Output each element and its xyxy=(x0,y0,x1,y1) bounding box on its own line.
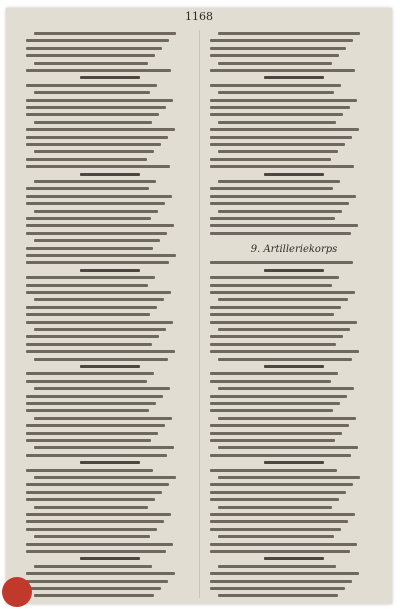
text-line xyxy=(26,350,175,353)
text-line xyxy=(26,187,149,190)
subsection-heading-line xyxy=(80,365,140,368)
text-line xyxy=(218,358,352,361)
text-line xyxy=(210,39,353,42)
text-line xyxy=(26,543,173,546)
text-line xyxy=(26,165,170,168)
text-line xyxy=(34,328,166,331)
text-line xyxy=(26,261,169,264)
text-line xyxy=(34,298,164,301)
subsection-heading-line xyxy=(80,269,140,272)
text-line xyxy=(210,187,333,190)
text-line xyxy=(210,402,340,405)
text-line xyxy=(218,565,336,568)
text-line xyxy=(210,128,359,131)
text-line xyxy=(218,506,332,509)
text-line xyxy=(26,291,171,294)
page-number: 1168 xyxy=(185,10,213,23)
text-line xyxy=(210,165,354,168)
text-line xyxy=(26,380,147,383)
text-line xyxy=(218,535,334,538)
text-line xyxy=(210,543,357,546)
text-line xyxy=(26,158,147,161)
text-line xyxy=(210,513,355,516)
text-line xyxy=(26,454,167,457)
text-line xyxy=(210,313,334,316)
text-line xyxy=(218,476,360,479)
text-line xyxy=(210,409,333,412)
text-line xyxy=(26,39,169,42)
text-line xyxy=(34,32,176,35)
right-column xyxy=(210,30,378,598)
text-line xyxy=(26,528,157,531)
text-line xyxy=(26,483,169,486)
text-line xyxy=(210,113,343,116)
text-line xyxy=(218,210,342,213)
subsection-heading-line xyxy=(264,557,324,560)
text-line xyxy=(34,594,154,597)
text-line xyxy=(26,469,153,472)
document-page xyxy=(6,8,392,604)
text-line xyxy=(34,239,160,242)
text-line xyxy=(26,128,175,131)
text-line xyxy=(210,291,355,294)
subsection-heading-line xyxy=(264,461,324,464)
text-line xyxy=(34,446,174,449)
subsection-heading-line xyxy=(80,173,140,176)
text-line xyxy=(34,476,176,479)
text-line xyxy=(26,143,161,146)
text-line xyxy=(218,594,338,597)
text-line xyxy=(26,202,165,205)
text-line xyxy=(34,150,154,153)
text-line xyxy=(26,254,176,257)
text-line xyxy=(218,121,336,124)
text-line xyxy=(34,506,148,509)
text-line xyxy=(26,224,174,227)
subsection-heading-line xyxy=(264,365,324,368)
text-line xyxy=(26,99,173,102)
text-line xyxy=(210,498,339,501)
text-line xyxy=(210,284,332,287)
text-line xyxy=(210,432,342,435)
text-line xyxy=(210,520,348,523)
logo-watermark xyxy=(2,577,32,607)
subsection-heading-line xyxy=(264,76,324,79)
subsection-heading-line xyxy=(264,269,324,272)
text-line xyxy=(26,335,159,338)
text-line xyxy=(26,47,162,50)
text-line xyxy=(34,121,152,124)
text-line xyxy=(26,580,168,583)
text-line xyxy=(34,417,172,420)
text-line xyxy=(210,395,347,398)
text-line xyxy=(210,47,346,50)
text-line xyxy=(210,69,355,72)
text-line xyxy=(210,106,350,109)
text-line xyxy=(210,469,337,472)
text-line xyxy=(26,572,175,575)
text-line xyxy=(26,306,157,309)
text-line xyxy=(210,335,343,338)
text-line xyxy=(34,535,150,538)
text-line xyxy=(218,446,358,449)
text-line xyxy=(26,395,163,398)
text-line xyxy=(26,343,152,346)
text-line xyxy=(26,84,157,87)
text-line xyxy=(26,247,153,250)
text-line xyxy=(26,520,164,523)
text-line xyxy=(210,424,349,427)
left-column xyxy=(26,30,194,598)
text-line xyxy=(218,180,340,183)
text-line xyxy=(218,62,332,65)
text-line xyxy=(26,276,155,279)
text-line xyxy=(34,62,148,65)
text-line xyxy=(218,417,356,420)
text-line xyxy=(210,306,341,309)
text-line xyxy=(34,358,168,361)
text-line xyxy=(34,387,170,390)
text-line xyxy=(218,298,348,301)
text-line xyxy=(210,232,351,235)
text-line xyxy=(26,587,161,590)
text-line xyxy=(210,550,350,553)
text-line xyxy=(34,91,150,94)
text-line xyxy=(218,150,338,153)
text-line xyxy=(26,195,172,198)
text-line xyxy=(210,202,349,205)
text-line xyxy=(210,380,331,383)
text-line xyxy=(210,572,359,575)
text-line xyxy=(26,409,149,412)
text-line xyxy=(26,513,171,516)
text-line xyxy=(210,321,357,324)
text-line xyxy=(218,32,360,35)
text-line xyxy=(26,550,166,553)
text-line xyxy=(210,587,345,590)
text-line xyxy=(26,136,168,139)
text-line xyxy=(26,54,155,57)
text-line xyxy=(26,313,150,316)
text-line xyxy=(26,284,148,287)
text-line xyxy=(26,106,166,109)
text-line xyxy=(26,424,165,427)
text-line xyxy=(34,565,152,568)
text-line xyxy=(210,217,335,220)
text-line xyxy=(26,491,162,494)
subsection-heading-line xyxy=(80,461,140,464)
text-line xyxy=(210,261,353,264)
text-line xyxy=(210,195,356,198)
text-line xyxy=(210,350,359,353)
text-line xyxy=(210,84,341,87)
text-line xyxy=(218,91,334,94)
text-line xyxy=(34,180,156,183)
subsection-heading-line xyxy=(264,173,324,176)
text-line xyxy=(210,343,336,346)
text-line xyxy=(26,69,171,72)
text-line xyxy=(26,217,151,220)
text-line xyxy=(218,387,354,390)
text-line xyxy=(210,454,351,457)
section-heading: 9. Artilleriekorps xyxy=(250,244,338,255)
text-line xyxy=(26,372,154,375)
text-line xyxy=(210,491,346,494)
text-line xyxy=(210,158,331,161)
text-line xyxy=(210,54,339,57)
subsection-heading-line xyxy=(80,76,140,79)
text-line xyxy=(26,321,173,324)
text-line xyxy=(210,372,338,375)
text-line xyxy=(26,432,158,435)
text-line xyxy=(210,99,357,102)
subsection-heading-line xyxy=(80,557,140,560)
text-line xyxy=(26,232,167,235)
text-line xyxy=(210,439,335,442)
text-line xyxy=(210,276,339,279)
text-line xyxy=(26,439,151,442)
text-line xyxy=(210,580,352,583)
column-divider xyxy=(199,30,200,598)
text-line xyxy=(34,210,158,213)
text-line xyxy=(26,113,159,116)
text-line xyxy=(210,143,345,146)
text-line xyxy=(210,528,341,531)
text-line xyxy=(26,402,156,405)
text-line xyxy=(210,483,353,486)
text-line xyxy=(26,498,155,501)
text-line xyxy=(218,328,350,331)
text-line xyxy=(210,224,358,227)
text-line xyxy=(210,136,352,139)
